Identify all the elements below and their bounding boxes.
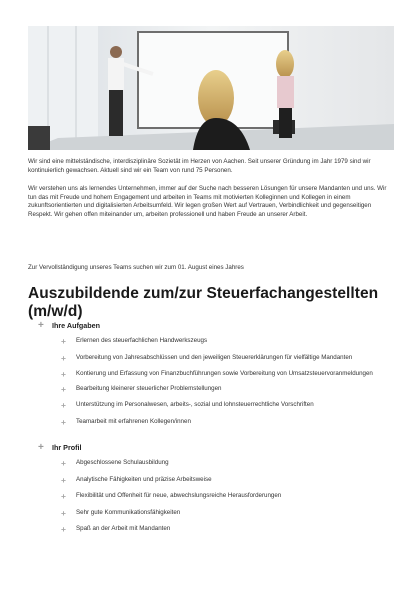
- profile-heading-label: Ihr Profil: [52, 443, 82, 452]
- plus-bullet-icon: +: [61, 352, 66, 363]
- list-item: + Erlernen des steuerfachlichen Handwerkszeugs: [61, 336, 208, 346]
- list-item: + Spaß an der Arbeit mit Mandanten: [61, 524, 171, 535]
- plus-bullet-icon: +: [61, 474, 66, 485]
- profile-list: [61, 459, 401, 542]
- intro-paragraph-3: Zur Vervollständigung unseres Teams suchen wir zum 01. August eines Jahres: [28, 264, 244, 271]
- intro-paragraph-1: Wir sind eine mittelständische, interdisziplinäre Sozietät im Herzen von Aachen. Seit unserer Gründung im Jahr 1979 sind wir kontinuierlich gewachsen. Aktuell sind wir ein Team von rund 75 Personen.: [28, 158, 371, 174]
- intro-paragraph-2: Wir verstehen uns als lernendes Unternehmen, immer auf der Suche nach besseren Lösungen für unsere Mandanten und uns. Wir tun das mit Freude und hohem Engagement und arbeiten in Teams mit motivierten Kolleginnen und Kollegen in einem zukunftsorientierten und digitalisierten Arbeitsumfeld. Wir legen großen Wert auf Vertrauen, Verbindlichkeit und gegenseitigen Respekt. Wir gehen offen miteinander um, arbeiten professionell und haben Freude an unserer Arbeit.: [28, 185, 387, 218]
- plus-bullet-icon: +: [61, 416, 66, 427]
- profile-heading: [38, 443, 82, 452]
- tasks-heading-label: Ihre Aufgaben: [52, 321, 101, 330]
- tasks-list: [61, 337, 401, 435]
- list-item: + Analytische Fähigkeiten und präzise Arbeitsweise: [61, 474, 212, 485]
- list-item: + Unterstützung im Personalwesen, arbeits-, sozial und lohnsteuerrechtliche Vorschriften: [61, 400, 314, 411]
- plus-bullet-icon: +: [61, 383, 66, 394]
- plus-bullet-icon: +: [61, 369, 66, 380]
- plus-bullet-icon: +: [61, 507, 66, 518]
- plus-bullet-icon: +: [61, 400, 66, 411]
- plus-icon: +: [38, 442, 44, 453]
- plus-bullet-icon: +: [61, 491, 66, 502]
- list-item: + Abgeschlossene Schulausbildung: [61, 458, 169, 468]
- list-item: + Teamarbeit mit erfahrenen Kollegen/innen: [61, 416, 191, 427]
- tasks-heading: [38, 321, 100, 330]
- plus-bullet-icon: +: [61, 524, 66, 535]
- list-item: + Vorbereitung von Jahresabschlüssen und den jeweiligen Steuererklärungen für vielfältige Mandanten: [61, 352, 353, 363]
- job-title: Auszubildende zum/zur Steuerfachangestellten (m/w/d): [28, 285, 379, 320]
- office-meeting-photo: [28, 26, 394, 150]
- list-item: + Kontierung und Erfassung von Finanzbuchführungen sowie Vorbereitung von Umsatzsteuervoranmeldungen: [61, 369, 373, 380]
- list-item: + Bearbeitung kleinerer steuerlicher Problemstellungen: [61, 383, 222, 394]
- list-item: + Flexibilität und Offenheit für neue, abwechslungsreiche Herausforderungen: [61, 491, 282, 502]
- plus-bullet-icon: +: [61, 458, 66, 468]
- list-item: + Sehr gute Kommunikationsfähigkeiten: [61, 507, 181, 518]
- plus-bullet-icon: +: [61, 336, 66, 346]
- plus-icon: +: [38, 320, 44, 331]
